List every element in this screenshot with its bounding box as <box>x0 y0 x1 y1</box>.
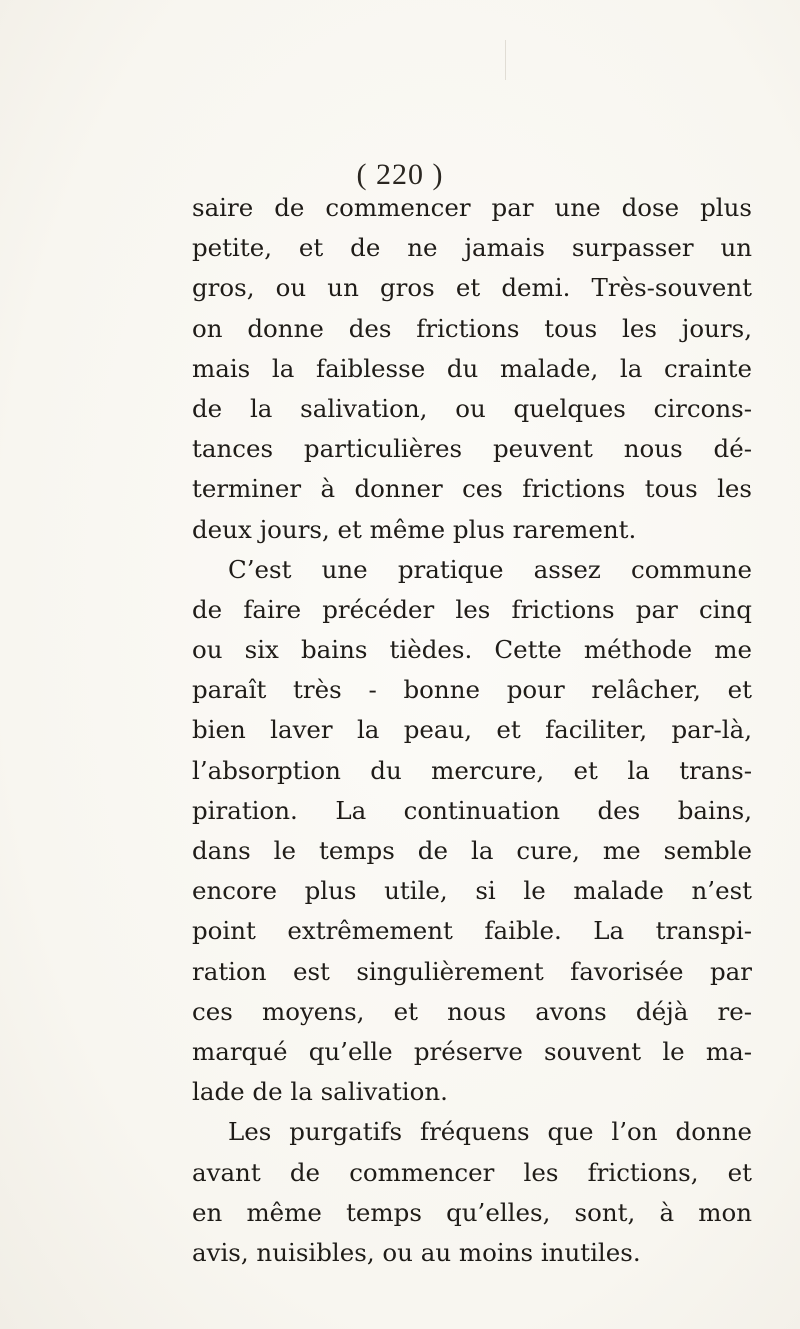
text-line: piration. La continuation des bains, <box>192 795 752 825</box>
page-crease <box>505 40 506 80</box>
text-line: encore plus utile, si le malade n’est <box>192 876 752 906</box>
text-line: bien laver la peau, et faciliter, par-là, <box>192 715 752 745</box>
text-line: l’absorption du mercure, et la trans- <box>192 755 752 785</box>
text-line: Les purgatifs fréquens que l’on donne <box>228 1117 752 1147</box>
text-line: ces moyens, et nous avons déjà re- <box>192 996 752 1026</box>
text-line: dans le temps de la cure, me semble <box>192 836 752 865</box>
text-line: tances particulières peuvent nous dé- <box>192 434 752 464</box>
text-line: en même temps qu’elles, sont, à mon <box>192 1197 752 1227</box>
text-line: deux jours, et même plus rarement. <box>192 514 637 544</box>
text-line: lade de la salivation. <box>192 1077 448 1107</box>
text-line: avant de commencer les frictions, et <box>192 1157 752 1187</box>
text-line: gros, ou un gros et demi. Très-souvent <box>192 273 752 303</box>
text-line: on donne des frictions tous les jours, <box>192 313 752 343</box>
body-text <box>192 188 752 1273</box>
text-line: C’est une pratique assez commune <box>228 554 752 584</box>
text-line: ou six bains tièdes. Cette méthode me <box>192 635 752 665</box>
text-line: saire de commencer par une dose plus <box>192 193 752 222</box>
text-line: paraît très - bonne pour relâcher, et <box>192 675 752 705</box>
text-line: marqué qu’elle préserve souvent le ma- <box>192 1036 752 1066</box>
page-number: ( 220 ) <box>356 158 444 191</box>
text-line: avis, nuisibles, ou au moins inutiles. <box>192 1237 641 1267</box>
text-line: de faire précéder les frictions par cinq <box>192 594 752 624</box>
text-line: mais la faiblesse du malade, la crainte <box>192 353 752 383</box>
text-line: point extrêmement faible. La transpi- <box>192 916 752 946</box>
text-line: petite, et de ne jamais surpasser un <box>192 233 752 263</box>
text-line: de la salivation, ou quelques circons- <box>192 393 752 423</box>
text-line: ration est singulièrement favorisée par <box>192 956 752 986</box>
text-line: terminer à donner ces frictions tous les <box>192 474 752 504</box>
